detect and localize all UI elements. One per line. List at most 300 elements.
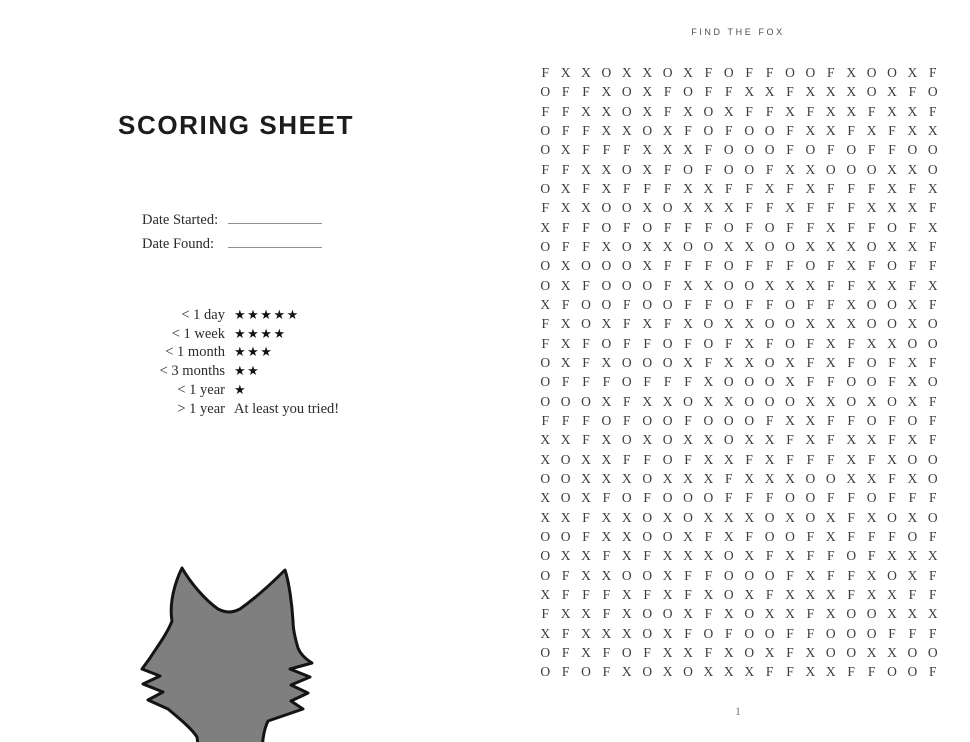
grid-letter[interactable]: X [825,354,836,370]
grid-letter[interactable]: X [805,180,816,196]
grid-letter[interactable]: O [866,238,877,254]
grid-letter[interactable]: F [623,296,631,312]
grid-letter[interactable]: O [642,412,653,428]
grid-letter[interactable]: F [827,65,835,80]
grid-letter[interactable]: X [581,490,591,506]
grid-letter[interactable]: X [601,509,612,525]
grid-letter[interactable]: F [786,258,794,274]
grid-letter[interactable]: O [927,316,938,332]
grid-letter[interactable]: O [846,393,857,409]
grid-letter[interactable]: O [642,664,653,680]
grid-letter[interactable]: F [867,142,876,158]
grid-letter[interactable]: X [927,606,938,622]
grid-letter[interactable]: X [744,548,755,564]
grid-letter[interactable]: F [888,432,896,448]
grid-letter[interactable]: O [887,219,897,235]
grid-letter[interactable]: F [908,490,917,506]
grid-letter[interactable]: O [601,412,612,428]
grid-letter[interactable]: X [703,393,714,409]
grid-letter[interactable]: X [825,219,836,235]
grid-letter[interactable]: X [581,548,591,564]
grid-letter[interactable]: O [540,470,551,486]
grid-letter[interactable]: X [785,548,795,564]
grid-letter[interactable]: X [581,161,591,177]
grid-letter[interactable]: X [825,393,836,409]
grid-letter[interactable]: F [786,567,794,583]
grid-letter[interactable]: O [866,625,877,641]
grid-letter[interactable]: X [601,122,612,138]
grid-letter[interactable]: X [642,161,653,177]
grid-letter[interactable]: O [642,122,653,138]
grid-letter[interactable]: F [786,432,794,448]
grid-letter[interactable]: F [847,200,855,216]
grid-letter[interactable]: O [581,258,591,274]
grid-letter[interactable]: F [806,374,815,390]
grid-letter[interactable]: O [744,625,755,641]
grid-letter[interactable]: F [704,644,713,660]
grid-letter[interactable]: F [602,374,611,390]
grid-letter[interactable]: X [866,586,877,602]
grid-letter[interactable]: X [805,277,816,293]
grid-letter[interactable]: F [745,296,753,312]
grid-letter[interactable]: O [621,84,632,100]
grid-letter[interactable]: O [744,567,755,583]
grid-letter[interactable]: F [745,528,753,544]
grid-letter[interactable]: O [846,548,857,564]
grid-letter[interactable]: X [846,103,857,119]
grid-letter[interactable]: F [725,335,733,351]
grid-letter[interactable]: F [602,644,611,660]
grid-letter[interactable]: X [642,84,653,100]
grid-letter[interactable]: F [929,200,937,216]
grid-letter[interactable]: O [723,277,734,293]
grid-letter[interactable]: O [540,122,551,138]
grid-letter[interactable]: F [602,548,611,564]
grid-letter[interactable]: F [663,219,672,235]
grid-letter[interactable]: X [662,470,673,486]
grid-letter[interactable]: O [846,606,857,622]
grid-letter[interactable]: F [827,548,835,564]
grid-letter[interactable]: X [744,664,755,680]
grid-letter[interactable]: X [601,393,612,409]
grid-letter[interactable]: F [623,142,631,158]
grid-letter[interactable]: O [744,412,755,428]
grid-letter[interactable]: F [745,490,753,506]
grid-letter[interactable]: X [723,200,734,216]
grid-letter[interactable]: O [785,490,795,506]
grid-letter[interactable]: O [805,142,816,158]
grid-letter[interactable]: X [662,586,673,602]
grid-letter[interactable]: X [642,65,653,80]
grid-letter[interactable]: O [581,393,591,409]
grid-letter[interactable]: F [643,180,651,196]
grid-letter[interactable]: O [621,354,632,370]
grid-letter[interactable]: O [846,644,857,660]
grid-letter[interactable]: X [764,606,775,622]
grid-letter[interactable]: X [785,103,795,119]
grid-letter[interactable]: F [541,200,549,216]
grid-letter[interactable]: F [663,277,672,293]
grid-letter[interactable]: F [847,664,855,680]
grid-letter[interactable]: F [745,200,753,216]
grid-letter[interactable]: F [847,122,855,138]
grid-letter[interactable]: F [908,180,917,196]
grid-letter[interactable]: F [929,625,937,641]
grid-letter[interactable]: X [683,316,693,332]
grid-letter[interactable]: F [561,567,570,583]
grid-letter[interactable]: O [621,103,632,119]
grid-letter[interactable]: O [601,200,612,216]
grid-letter[interactable]: F [582,238,590,254]
grid-letter[interactable]: O [642,606,653,622]
grid-letter[interactable]: O [907,142,918,158]
grid-letter[interactable]: X [662,122,673,138]
grid-letter[interactable]: O [723,296,734,312]
grid-letter[interactable]: O [601,296,612,312]
grid-letter[interactable]: F [704,142,713,158]
grid-letter[interactable]: F [888,470,896,486]
grid-letter[interactable]: O [927,644,938,660]
grid-letter[interactable]: F [684,451,692,467]
grid-letter[interactable]: X [723,354,734,370]
grid-letter[interactable]: X [703,180,714,196]
grid-letter[interactable]: X [866,393,877,409]
grid-letter[interactable]: O [907,451,918,467]
grid-letter[interactable]: X [723,664,734,680]
grid-letter[interactable]: X [825,103,836,119]
grid-letter[interactable]: F [602,142,611,158]
grid-letter[interactable]: O [621,644,632,660]
grid-letter[interactable]: X [560,316,571,332]
grid-letter[interactable]: F [827,567,835,583]
grid-letter[interactable]: O [540,238,551,254]
grid-letter[interactable]: X [764,470,775,486]
grid-letter[interactable]: X [907,238,918,254]
grid-letter[interactable]: O [540,354,551,370]
grid-letter[interactable]: O [927,451,938,467]
grid-letter[interactable]: X [866,200,877,216]
grid-letter[interactable]: F [684,374,692,390]
grid-letter[interactable]: F [725,180,733,196]
grid-letter[interactable]: X [805,432,816,448]
grid-letter[interactable]: O [744,122,755,138]
grid-letter[interactable]: O [887,393,897,409]
grid-letter[interactable]: O [621,374,632,390]
grid-letter[interactable]: F [725,122,733,138]
grid-letter[interactable]: O [805,65,816,80]
grid-letter[interactable]: O [642,296,653,312]
grid-letter[interactable]: X [621,548,632,564]
grid-letter[interactable]: X [866,432,877,448]
grid-letter[interactable]: F [704,258,713,274]
grid-letter[interactable]: X [560,142,571,158]
grid-letter[interactable]: F [704,84,713,100]
grid-letter[interactable]: F [623,451,631,467]
grid-letter[interactable]: O [683,509,693,525]
grid-letter[interactable]: O [764,567,775,583]
grid-letter[interactable]: O [825,470,836,486]
grid-letter[interactable]: X [744,354,755,370]
grid-letter[interactable]: X [540,625,551,641]
grid-letter[interactable]: F [582,528,590,544]
grid-letter[interactable]: F [663,258,672,274]
grid-letter[interactable]: X [662,238,673,254]
grid-letter[interactable]: X [601,180,612,196]
grid-letter[interactable]: X [601,451,612,467]
date-blank-line[interactable] [228,210,322,224]
grid-letter[interactable]: X [764,451,775,467]
grid-letter[interactable]: X [825,528,836,544]
grid-letter[interactable]: O [642,567,653,583]
grid-letter[interactable]: O [662,451,673,467]
grid-letter[interactable]: F [765,161,774,177]
grid-letter[interactable]: O [723,219,734,235]
grid-letter[interactable]: X [785,606,795,622]
grid-letter[interactable]: F [745,103,753,119]
grid-letter[interactable]: O [703,490,714,506]
grid-letter[interactable]: X [642,393,653,409]
grid-letter[interactable]: X [540,490,551,506]
grid-letter[interactable]: X [825,122,836,138]
grid-letter[interactable]: F [908,258,917,274]
grid-letter[interactable]: X [703,664,714,680]
grid-letter[interactable]: F [561,219,570,235]
grid-letter[interactable]: X [907,122,918,138]
grid-letter[interactable]: X [846,238,857,254]
grid-letter[interactable]: F [561,103,570,119]
grid-letter[interactable]: X [785,374,795,390]
grid-letter[interactable]: F [806,528,815,544]
grid-letter[interactable]: O [683,84,693,100]
grid-letter[interactable]: F [582,219,590,235]
grid-letter[interactable]: O [581,316,591,332]
grid-letter[interactable]: F [602,606,611,622]
grid-letter[interactable]: F [765,412,774,428]
grid-letter[interactable]: X [621,65,632,80]
date-blank-line[interactable] [228,234,322,248]
grid-letter[interactable]: O [560,451,571,467]
grid-letter[interactable]: X [846,296,857,312]
grid-letter[interactable]: X [601,528,612,544]
grid-letter[interactable]: O [723,567,734,583]
grid-letter[interactable]: F [663,161,672,177]
grid-letter[interactable]: X [907,548,918,564]
grid-letter[interactable]: X [907,470,918,486]
grid-letter[interactable]: F [643,374,651,390]
grid-letter[interactable]: O [744,277,755,293]
grid-letter[interactable]: X [642,238,653,254]
grid-letter[interactable]: F [582,277,590,293]
grid-letter[interactable]: O [866,412,877,428]
grid-letter[interactable]: F [541,161,549,177]
grid-letter[interactable]: F [786,451,794,467]
grid-letter[interactable]: O [825,644,836,660]
grid-letter[interactable]: F [847,412,855,428]
grid-letter[interactable]: O [764,219,775,235]
grid-letter[interactable]: F [561,412,570,428]
grid-letter[interactable]: F [908,277,917,293]
grid-letter[interactable]: F [663,84,672,100]
grid-letter[interactable]: X [683,432,693,448]
grid-letter[interactable]: X [560,606,571,622]
grid-letter[interactable]: X [621,528,632,544]
grid-letter[interactable]: F [786,219,794,235]
grid-letter[interactable]: F [582,374,590,390]
grid-letter[interactable]: X [601,238,612,254]
grid-letter[interactable]: O [703,238,714,254]
grid-letter[interactable]: X [723,528,734,544]
grid-letter[interactable]: X [907,296,918,312]
grid-letter[interactable]: X [805,412,816,428]
grid-letter[interactable]: X [785,277,795,293]
grid-letter[interactable]: O [805,470,816,486]
grid-letter[interactable]: X [662,567,673,583]
grid-letter[interactable]: O [560,393,571,409]
grid-letter[interactable]: F [725,490,733,506]
grid-letter[interactable]: X [560,354,571,370]
grid-letter[interactable]: F [888,374,896,390]
grid-letter[interactable]: F [582,84,590,100]
grid-letter[interactable]: X [825,606,836,622]
grid-letter[interactable]: F [582,180,590,196]
grid-letter[interactable]: F [765,490,774,506]
grid-letter[interactable]: F [867,219,876,235]
grid-letter[interactable]: X [703,586,714,602]
grid-letter[interactable]: X [621,625,632,641]
grid-letter[interactable]: F [582,509,590,525]
grid-letter[interactable]: X [723,316,734,332]
grid-letter[interactable]: F [663,374,672,390]
grid-letter[interactable]: X [744,509,755,525]
grid-letter[interactable]: F [806,219,815,235]
grid-letter[interactable]: X [866,470,877,486]
grid-letter[interactable]: F [561,238,570,254]
grid-letter[interactable]: X [581,567,591,583]
grid-letter[interactable]: F [765,258,774,274]
grid-letter[interactable]: F [623,412,631,428]
grid-letter[interactable]: X [866,567,877,583]
grid-letter[interactable]: X [907,200,918,216]
grid-letter[interactable]: F [561,374,570,390]
grid-letter[interactable]: F [745,65,753,80]
grid-letter[interactable]: F [929,567,937,583]
grid-letter[interactable]: X [744,316,755,332]
grid-letter[interactable]: O [683,161,693,177]
grid-letter[interactable]: F [827,451,835,467]
grid-letter[interactable]: F [623,180,631,196]
grid-letter[interactable]: F [908,625,917,641]
grid-letter[interactable]: X [866,277,877,293]
grid-letter[interactable]: X [846,316,857,332]
grid-letter[interactable]: X [764,432,775,448]
grid-letter[interactable]: O [601,258,612,274]
grid-letter[interactable]: X [744,432,755,448]
grid-letter[interactable]: X [560,335,571,351]
grid-letter[interactable]: O [662,296,673,312]
grid-letter[interactable]: X [927,219,938,235]
grid-letter[interactable]: O [887,664,897,680]
grid-letter[interactable]: X [825,84,836,100]
grid-letter[interactable]: F [929,65,937,80]
grid-letter[interactable]: F [541,606,549,622]
grid-letter[interactable]: O [621,567,632,583]
grid-letter[interactable]: X [825,316,836,332]
grid-letter[interactable]: X [805,644,816,660]
grid-letter[interactable]: X [540,509,551,525]
grid-letter[interactable]: F [561,625,570,641]
grid-letter[interactable]: O [846,374,857,390]
grid-letter[interactable]: X [703,451,714,467]
grid-letter[interactable]: X [744,84,755,100]
grid-letter[interactable]: X [887,606,897,622]
grid-letter[interactable]: X [621,664,632,680]
grid-letter[interactable]: F [827,180,835,196]
grid-letter[interactable]: X [866,335,877,351]
grid-letter[interactable]: O [703,335,714,351]
grid-letter[interactable]: F [684,219,692,235]
grid-letter[interactable]: X [785,161,795,177]
grid-letter[interactable]: O [642,509,653,525]
grid-letter[interactable]: X [601,625,612,641]
grid-letter[interactable]: F [786,122,794,138]
grid-letter[interactable]: X [621,509,632,525]
grid-letter[interactable]: X [846,84,857,100]
grid-letter[interactable]: X [825,664,836,680]
grid-letter[interactable]: X [642,316,653,332]
grid-letter[interactable]: X [621,122,632,138]
grid-letter[interactable]: F [684,296,692,312]
grid-letter[interactable]: X [723,393,734,409]
grid-letter[interactable]: F [582,122,590,138]
grid-letter[interactable]: F [888,354,896,370]
grid-letter[interactable]: F [643,548,651,564]
grid-letter[interactable]: O [887,509,897,525]
grid-letter[interactable]: X [662,625,673,641]
grid-letter[interactable]: X [703,374,714,390]
grid-letter[interactable]: O [785,316,795,332]
grid-letter[interactable]: O [540,258,551,274]
grid-letter[interactable]: X [764,84,775,100]
grid-letter[interactable]: O [703,316,714,332]
grid-letter[interactable]: X [846,432,857,448]
grid-letter[interactable]: O [540,142,551,158]
grid-letter[interactable]: F [663,103,672,119]
grid-letter[interactable]: O [887,65,897,80]
grid-letter[interactable]: O [540,528,551,544]
grid-letter[interactable]: X [805,393,816,409]
grid-letter[interactable]: O [927,335,938,351]
grid-letter[interactable]: O [621,258,632,274]
grid-letter[interactable]: O [662,65,673,80]
grid-letter[interactable]: O [723,161,734,177]
grid-letter[interactable]: F [765,103,774,119]
grid-letter[interactable]: F [806,548,815,564]
grid-letter[interactable]: F [847,219,855,235]
grid-letter[interactable]: O [866,490,877,506]
grid-letter[interactable]: X [560,509,571,525]
grid-letter[interactable]: O [662,354,673,370]
grid-letter[interactable]: O [887,567,897,583]
grid-letter[interactable]: F [684,335,692,351]
grid-letter[interactable]: O [907,664,918,680]
grid-letter[interactable]: O [785,528,795,544]
grid-letter[interactable]: F [765,296,774,312]
grid-letter[interactable]: O [846,142,857,158]
grid-letter[interactable]: X [560,200,571,216]
grid-letter[interactable]: O [723,65,734,80]
grid-letter[interactable]: X [703,432,714,448]
grid-letter[interactable]: X [621,606,632,622]
